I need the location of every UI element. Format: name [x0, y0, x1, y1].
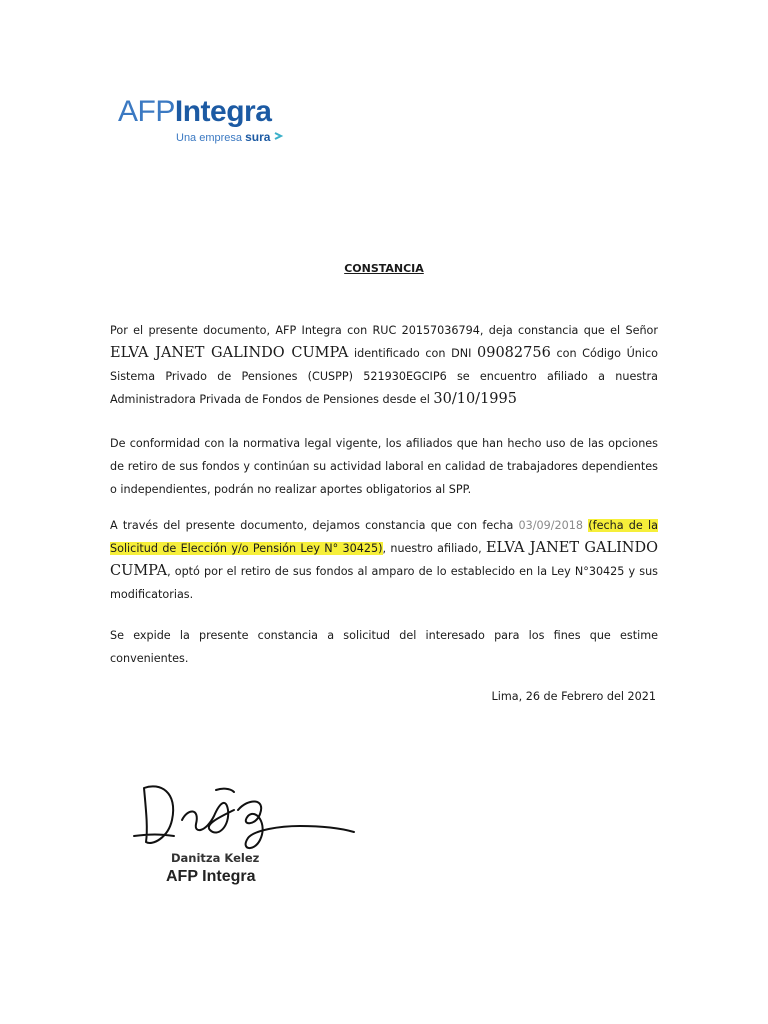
affiliation-date: 30/10/1995 — [433, 391, 517, 407]
afp-integra-logo — [118, 95, 288, 155]
handwritten-signature — [130, 780, 360, 860]
request-date: 03/09/2018 — [518, 519, 584, 532]
affiliate-name-2: ELVA JANET GALINDO CUMPA — [110, 540, 658, 579]
paragraph-withdrawal — [110, 514, 658, 606]
paragraph-issuance: Se expide la presente constancia a solicitud del interesado para los fines que estime convenientes. — [110, 629, 658, 665]
signer-name: Danitza Kelez — [171, 851, 260, 865]
p3-text-3: , optó por el retiro de sus fondos al amparo de lo establecido en la Ley N°30425 y sus modificatorias. — [110, 565, 658, 601]
logo-name: Integra — [174, 95, 272, 128]
logo-tagline-brand: sura — [245, 130, 271, 144]
p1-text-1: Por el presente documento, AFP Integra con RUC 20157036794, deja constancia que el Señor — [110, 324, 658, 337]
place-and-date: Lima, 26 de Febrero del 2021 — [491, 690, 656, 703]
logo-wordmark — [118, 95, 288, 129]
signer-organization: AFP Integra — [166, 868, 256, 885]
highlighted-note: (fecha de la Solicitud de Elección y/o Pensión Ley N° 30425) — [110, 519, 658, 555]
p1-text-2: identificado con DNI — [348, 347, 477, 360]
logo-prefix: AFP — [118, 95, 175, 128]
logo-tagline-text: Una empresa — [176, 132, 243, 144]
sura-arrow-icon — [274, 131, 284, 141]
logo-tagline — [176, 130, 288, 144]
p3-text-1: A través del presente documento, dejamos constancia que con fecha — [110, 519, 519, 532]
dni-number: 09082756 — [477, 345, 551, 361]
paragraph-regulation: De conformidad con la normativa legal vigente, los afiliados que han hecho uso de las opciones de retiro de sus fondos y continúan su actividad laboral en calidad de trabajadores dependientes o independientes, podrán no realizar aportes obligatorios al SPP. — [110, 437, 658, 496]
p3-text-2: , nuestro afiliado, — [382, 542, 486, 555]
document-title: CONSTANCIA — [344, 262, 424, 275]
p1-text-3: con Código Único Sistema Privado de Pensiones (CUSPP) 521930EGCIP6 se encuentro afiliado a nuestra Administradora Privada de Fondos de Pensiones desde el — [110, 347, 658, 406]
paragraph-affiliation — [110, 319, 658, 411]
affiliate-name: ELVA JANET GALINDO CUMPA — [110, 345, 349, 361]
